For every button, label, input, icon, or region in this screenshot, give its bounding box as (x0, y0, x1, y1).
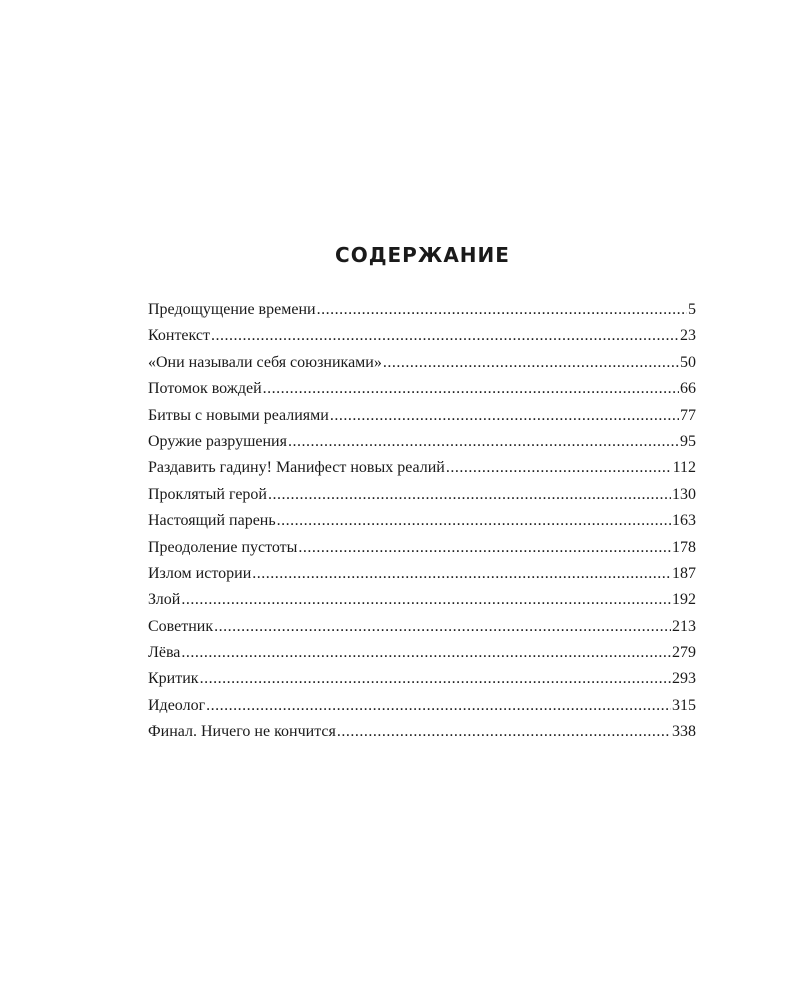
toc-dot-leader (181, 591, 671, 609)
toc-entry (148, 380, 696, 406)
toc-entry-title: Потомок вождей (148, 380, 262, 398)
toc-entry-title: Лёва (148, 644, 181, 662)
toc-entry-title: «Они называли себя союзниками» (148, 353, 382, 371)
toc-entry (148, 618, 696, 644)
toc-dot-leader (211, 327, 679, 345)
toc-page-number: 66 (680, 380, 696, 398)
toc-page-number: 163 (672, 512, 696, 530)
toc-entry (148, 301, 696, 327)
toc-page-number: 213 (672, 617, 696, 635)
toc-page-number: 77 (680, 406, 696, 424)
toc-entry (148, 327, 696, 353)
toc-dot-leader (337, 723, 671, 741)
toc-dot-leader (181, 644, 671, 662)
toc-dot-leader (446, 459, 672, 477)
toc-dot-leader (252, 565, 671, 583)
toc-page-number: 23 (680, 327, 696, 345)
toc-dot-leader (383, 354, 679, 372)
toc-entry (148, 565, 696, 591)
toc-page-number: 130 (672, 485, 696, 503)
toc-dot-leader (200, 670, 671, 688)
toc-heading: СОДЕРЖАНИЕ (335, 243, 510, 267)
toc-dot-leader (317, 301, 687, 319)
toc-page-number: 112 (672, 459, 696, 477)
toc-page-number: 338 (672, 723, 696, 741)
toc-page-number: 293 (672, 670, 696, 688)
toc-entry-title: Советник (148, 617, 214, 635)
toc-page-number: 279 (672, 644, 696, 662)
toc-page-number: 178 (672, 538, 696, 556)
toc-entry-title: Оружие разрушения (148, 432, 287, 450)
toc-dot-leader (206, 697, 671, 715)
toc-entry-title: Настоящий парень (148, 512, 276, 530)
toc-entry-title: Преодоление пустоты (148, 538, 298, 556)
toc-entry-title: Раздавить гадину! Манифест новых реалий (148, 459, 445, 477)
toc-page-number: 5 (688, 301, 696, 318)
toc-entry-title: Злой (148, 591, 181, 609)
toc-dot-leader (330, 407, 679, 425)
toc-entry (148, 697, 696, 723)
toc-entry-title: Контекст (148, 327, 210, 345)
toc-entry (148, 539, 696, 565)
toc-entry (148, 591, 696, 617)
toc-dot-leader (298, 539, 671, 557)
toc-entry-title: Излом истории (148, 564, 252, 582)
toc-dot-leader (214, 618, 671, 636)
toc-page-number: 192 (672, 591, 696, 609)
toc-entry-title: Критик (148, 670, 199, 688)
toc-entry-title: Предощущение времени (148, 301, 316, 318)
toc-entry-title: Финал. Ничего не кончится (148, 723, 336, 741)
toc-page-number: 50 (680, 353, 696, 371)
toc-entry (148, 459, 696, 485)
toc-entry (148, 723, 696, 749)
toc-entry (148, 670, 696, 696)
toc-page-number: 95 (680, 432, 696, 450)
toc-page-number: 315 (672, 696, 696, 714)
toc-list (148, 301, 696, 750)
toc-entry (148, 486, 696, 512)
toc-entry (148, 354, 696, 380)
toc-dot-leader (268, 486, 671, 504)
toc-entry (148, 407, 696, 433)
toc-entry-title: Битвы с новыми реалиями (148, 406, 329, 424)
toc-entry (148, 644, 696, 670)
toc-page-number: 187 (672, 564, 696, 582)
toc-dot-leader (263, 380, 679, 398)
toc-entry (148, 433, 696, 459)
toc-entry (148, 512, 696, 538)
toc-dot-leader (277, 512, 671, 530)
toc-entry-title: Идеолог (148, 696, 206, 714)
toc-dot-leader (288, 433, 679, 451)
toc-entry-title: Проклятый герой (148, 485, 267, 503)
